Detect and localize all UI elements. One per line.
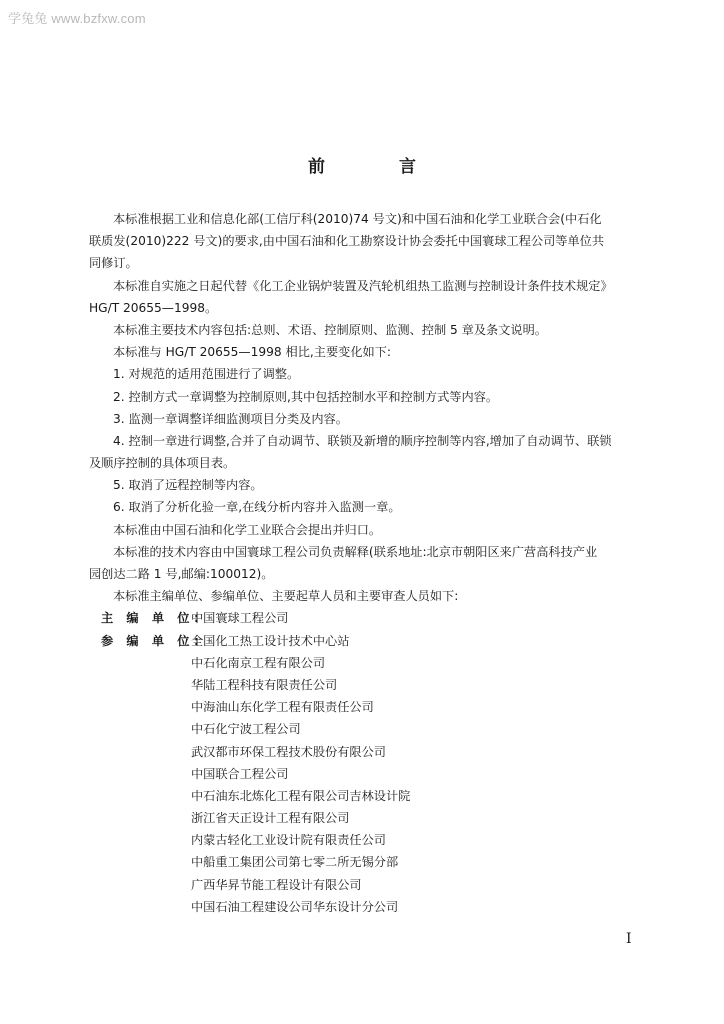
change-item: 1. 对规范的适用范围进行了调整。 <box>113 367 300 382</box>
participant-unit: 广西华昇节能工程设计有限公司 <box>191 877 362 892</box>
participant-unit: 全国化工热工设计技术中心站 <box>191 633 350 648</box>
participant-unit: 浙江省天正设计工程有限公司 <box>191 811 350 826</box>
participant-unit: 中石化宁波工程公司 <box>191 722 301 737</box>
participant-unit-label: 参 编 单 位: <box>101 633 204 648</box>
participant-unit: 中海油山东化学工程有限责任公司 <box>191 700 374 715</box>
participant-unit: 武汉都市环保工程技术股份有限公司 <box>191 744 386 759</box>
change-item: 3. 监测一章调整详细监测项目分类及内容。 <box>113 411 348 426</box>
change-item: 4. 控制一章进行调整,合并了自动调节、联锁及新增的顺序控制等内容,增加了自动调节、联锁 <box>113 433 612 448</box>
foreword-body <box>89 208 649 918</box>
chief-unit-row <box>89 607 649 629</box>
paragraph-line: 本标准主编单位、参编单位、主要起草人员和主要审查人员如下: <box>113 589 459 604</box>
change-item: 及顺序控制的具体项目表。 <box>89 456 236 471</box>
chief-unit: 中国寰球工程公司 <box>191 611 289 626</box>
paragraph-line: 本标准的技术内容由中国寰球工程公司负责解释(联系地址:北京市朝阳区来广营高科技产业 <box>113 544 598 559</box>
chief-unit-label: 主 编 单 位: <box>101 611 204 626</box>
participant-unit: 华陆工程科技有限责任公司 <box>191 677 338 692</box>
paragraph-line: 本标准主要技术内容包括:总则、术语、控制原则、监测、控制 5 章及条文说明。 <box>113 322 547 337</box>
participant-unit: 内蒙古轻化工业设计院有限责任公司 <box>191 833 386 848</box>
participant-unit: 中国石油工程建设公司华东设计分公司 <box>191 899 399 914</box>
change-item: 2. 控制方式一章调整为控制原则,其中包括控制水平和控制方式等内容。 <box>113 389 499 404</box>
paragraph-line: 联质发(2010)222 号文)的要求,由中国石油和化工勘察设计协会委托中国寰球工程公司等单位共 <box>89 234 605 249</box>
page-title: 前 言 <box>308 157 450 177</box>
participant-unit-row <box>89 630 649 652</box>
participant-unit: 中石化南京工程有限公司 <box>191 655 326 670</box>
participant-unit: 中石油东北炼化工程有限公司吉林设计院 <box>191 788 411 803</box>
paragraph-line: 本标准自实施之日起代替《化工企业锅炉装置及汽轮机组热工监测与控制设计条件技术规定》 <box>113 278 613 293</box>
paragraph-line: 本标准与 HG/T 20655—1998 相比,主要变化如下: <box>113 345 391 360</box>
paragraph-line: 本标准根据工业和信息化部(工信厅科(2010)74 号文)和中国石油和化学工业联合会(中石化 <box>113 212 602 226</box>
paragraph-line: HG/T 20655—1998。 <box>89 300 218 315</box>
watermark: 学兔兔 www.bzfxw.com <box>8 11 146 26</box>
change-item: 6. 取消了分析化验一章,在线分析内容并入监测一章。 <box>113 500 401 515</box>
paragraph-line: 同修订。 <box>89 256 138 271</box>
page-number: I <box>626 931 632 947</box>
paragraph-line: 本标准由中国石油和化学工业联合会提出并归口。 <box>113 522 382 537</box>
paragraph-line: 园创达二路 1 号,邮编:100012)。 <box>89 567 274 581</box>
participant-unit: 中国联合工程公司 <box>191 766 289 781</box>
change-item: 5. 取消了远程控制等内容。 <box>113 478 263 493</box>
participant-unit: 中船重工集团公司第七零二所无锡分部 <box>191 855 399 870</box>
